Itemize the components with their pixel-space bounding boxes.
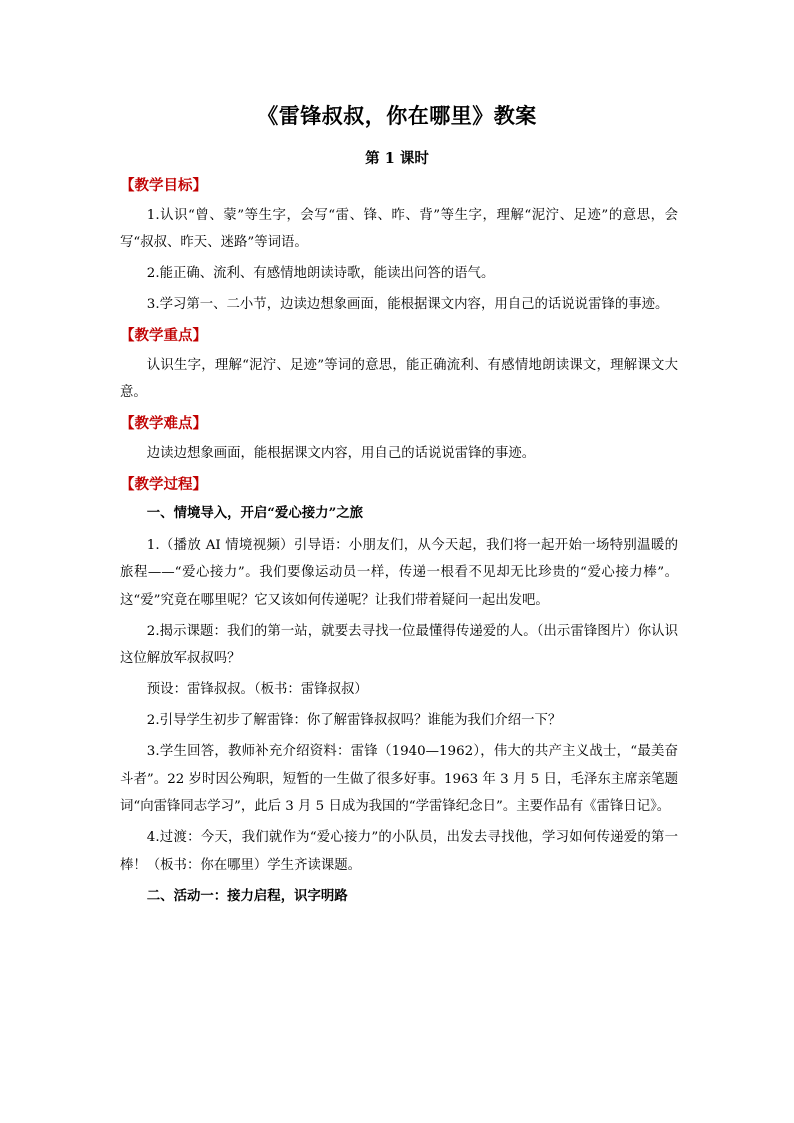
difficulties-text: 边读边想象画面，能根据课文内容，用自己的话说说雷锋的事迹。 — [146, 445, 536, 461]
process-part2-title: 二、活动一：接力启程，识字明路 — [146, 887, 348, 904]
goal-item-2: 2.能正确、流利、有感情地朗读诗歌，能读出问答的语气。 — [146, 266, 495, 281]
process-paragraph: 4.过渡：今天，我们就作为“爱心接力”的小队员，出发去寻找他，学习如何传递爱的第一棒！（板书：你在哪里）学生齐读课题。 — [120, 830, 678, 873]
section-heading-goals: 【教学目标】 — [120, 177, 207, 194]
process-paragraph: 预设：雷锋叔叔。（板书：雷锋叔叔） — [146, 682, 368, 697]
process-paragraph: 2.引导学生初步了解雷锋：你了解雷锋叔叔吗？谁能为我们介绍一下？ — [146, 713, 562, 728]
section-heading-process: 【教学过程】 — [120, 475, 207, 493]
process-paragraph: 2.揭示课题：我们的第一站，就要去寻找一位最懂得传递爱的人。（出示雷锋图片）你认识这位解放军叔叔吗？ — [120, 623, 678, 666]
section-heading-difficulties: 【教学难点】 — [120, 415, 207, 432]
goal-item-3: 3.学习第一、二小节，边读边想象画面，能根据课文内容，用自己的话说说雷锋的事迹。 — [146, 297, 669, 312]
process-paragraph: 3.学生回答，教师补充介绍资料：雷锋（1940—1962），伟大的共产主义战士，“最美奋斗者”。22 岁时因公殉职，短暂的一生做了很多好事。1963 年 3 月 5 日，毛泽东主席亲笔题词“向雷锋同志学习”，此后 3 月 5 日成为我国的“学雷锋纪念日”。主要作品有《雷锋日记》。 — [120, 744, 678, 814]
process-paragraph: 1.（播放 AI 情境视频）引导语：小朋友们，从今天起，我们将一起开始一场特别温暖的旅程——“爱心接力”。我们要像运动员一样，传递一根看不见却无比珍贵的“爱心接力棒”。这“爱”究竟在哪里呢？它又该如何传递呢？让我们带着疑问一起出发吧。 — [120, 537, 678, 608]
process-part1-title: 一、情境导入，开启“爱心接力”之旅 — [146, 505, 364, 521]
section-heading-key-points: 【教学重点】 — [120, 327, 207, 344]
document-body — [120, 172, 678, 914]
key-points-text: 认识生字，理解“泥泞、足迹”等词的意思，能正确流利、有感情地朗读课文，理解课文大意。 — [120, 357, 678, 400]
document-title: 《雷锋叔叔，你在哪里》教案 — [257, 103, 537, 128]
lesson-period: 第 1 课时 — [365, 150, 429, 167]
goal-item-1: 1.认识“曾、蒙”等生字，会写“雷、锋、昨、背”等生字，理解“泥泞、足迹”的意思，会写“叔叔、昨天、迷路”等词语。 — [120, 207, 678, 250]
